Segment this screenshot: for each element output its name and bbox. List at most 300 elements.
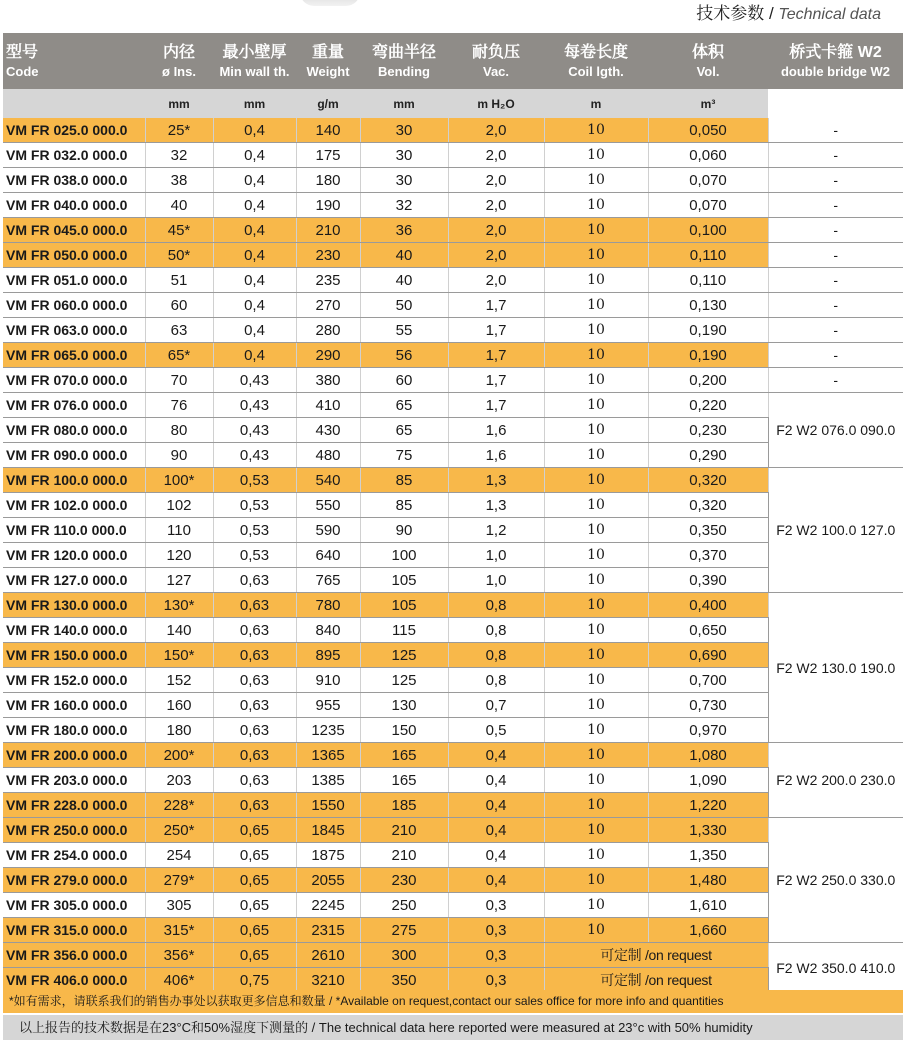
vacuum-resistance: 0,8 bbox=[448, 593, 544, 618]
product-code: VM FR 050.0 000.0 bbox=[3, 243, 145, 268]
inner-diameter: 254 bbox=[145, 843, 213, 868]
header-weight-en: Weight bbox=[296, 62, 360, 89]
vacuum-resistance: 1,0 bbox=[448, 543, 544, 568]
bending-radius: 165 bbox=[360, 743, 448, 768]
coil-length: 10 bbox=[544, 718, 648, 743]
min-wall-thickness: 0,63 bbox=[213, 568, 296, 593]
weight: 1875 bbox=[296, 843, 360, 868]
coil-length: 10 bbox=[544, 593, 648, 618]
header-min-wall-en: Min wall th. bbox=[213, 62, 296, 89]
min-wall-thickness: 0,63 bbox=[213, 593, 296, 618]
inner-diameter: 60 bbox=[145, 293, 213, 318]
heading-en: Technical data bbox=[778, 6, 881, 23]
volume: 0,650 bbox=[648, 618, 768, 643]
volume: 1,090 bbox=[648, 768, 768, 793]
inner-diameter: 80 bbox=[145, 418, 213, 443]
product-code: VM FR 102.0 000.0 bbox=[3, 493, 145, 518]
bending-radius: 125 bbox=[360, 668, 448, 693]
bending-radius: 130 bbox=[360, 693, 448, 718]
bending-radius: 40 bbox=[360, 243, 448, 268]
coil-length: 10 bbox=[544, 493, 648, 518]
min-wall-thickness: 0,65 bbox=[213, 893, 296, 918]
min-wall-thickness: 0,53 bbox=[213, 468, 296, 493]
bridge-clamp: F2 W2 130.0 190.0 bbox=[768, 593, 903, 743]
weight: 640 bbox=[296, 543, 360, 568]
product-code: VM FR 065.0 000.0 bbox=[3, 343, 145, 368]
vacuum-resistance: 0,4 bbox=[448, 768, 544, 793]
min-wall-thickness: 0,4 bbox=[213, 218, 296, 243]
product-code: VM FR 110.0 000.0 bbox=[3, 518, 145, 543]
unit-code bbox=[3, 89, 145, 118]
table-row bbox=[3, 468, 903, 493]
min-wall-thickness: 0,65 bbox=[213, 868, 296, 893]
bending-radius: 30 bbox=[360, 143, 448, 168]
volume: 0,370 bbox=[648, 543, 768, 568]
unit-bending-radius: mm bbox=[360, 89, 448, 118]
header-inner-diameter-en: ø Ins. bbox=[145, 62, 213, 89]
vacuum-resistance: 1,7 bbox=[448, 318, 544, 343]
volume: 0,730 bbox=[648, 693, 768, 718]
bridge-clamp: - bbox=[768, 368, 903, 393]
product-code: VM FR 130.0 000.0 bbox=[3, 593, 145, 618]
inner-diameter: 228* bbox=[145, 793, 213, 818]
unit-bridge-clamp bbox=[768, 89, 903, 118]
inner-diameter: 203 bbox=[145, 768, 213, 793]
volume: 1,080 bbox=[648, 743, 768, 768]
weight: 3210 bbox=[296, 968, 360, 993]
page-heading bbox=[696, 2, 881, 26]
product-code: VM FR 279.0 000.0 bbox=[3, 868, 145, 893]
decorative-graphic bbox=[300, 0, 360, 6]
vacuum-resistance: 1,7 bbox=[448, 343, 544, 368]
vacuum-resistance: 0,4 bbox=[448, 868, 544, 893]
coil-length: 10 bbox=[544, 893, 648, 918]
weight: 840 bbox=[296, 618, 360, 643]
weight: 2315 bbox=[296, 918, 360, 943]
bending-radius: 230 bbox=[360, 868, 448, 893]
min-wall-thickness: 0,43 bbox=[213, 443, 296, 468]
volume: 0,110 bbox=[648, 243, 768, 268]
bending-radius: 56 bbox=[360, 343, 448, 368]
header-vacuum-zh: 耐负压 bbox=[448, 33, 544, 62]
product-code: VM FR 090.0 000.0 bbox=[3, 443, 145, 468]
measurement-note: 以上报告的技术数据是在23°C和50%湿度下测量的 / The technical data here reported were measured at 23°c with 50% humidity bbox=[3, 1015, 903, 1040]
vacuum-resistance: 0,3 bbox=[448, 968, 544, 993]
min-wall-thickness: 0,63 bbox=[213, 743, 296, 768]
product-code: VM FR 152.0 000.0 bbox=[3, 668, 145, 693]
volume: 1,220 bbox=[648, 793, 768, 818]
vacuum-resistance: 0,4 bbox=[448, 743, 544, 768]
inner-diameter: 45* bbox=[145, 218, 213, 243]
coil-length: 10 bbox=[544, 618, 648, 643]
volume: 1,350 bbox=[648, 843, 768, 868]
unit-min-wall: mm bbox=[213, 89, 296, 118]
min-wall-thickness: 0,75 bbox=[213, 968, 296, 993]
header-bending-radius-en: Bending bbox=[360, 62, 448, 89]
vacuum-resistance: 2,0 bbox=[448, 193, 544, 218]
table-row bbox=[3, 193, 903, 218]
product-code: VM FR 076.0 000.0 bbox=[3, 393, 145, 418]
weight: 180 bbox=[296, 168, 360, 193]
weight: 430 bbox=[296, 418, 360, 443]
volume: 0,050 bbox=[648, 118, 768, 143]
coil-length: 10 bbox=[544, 643, 648, 668]
vacuum-resistance: 1,3 bbox=[448, 468, 544, 493]
on-request-note: 可定制 /on request bbox=[544, 968, 768, 993]
table-row bbox=[3, 243, 903, 268]
product-code: VM FR 140.0 000.0 bbox=[3, 618, 145, 643]
weight: 2245 bbox=[296, 893, 360, 918]
bridge-clamp: - bbox=[768, 268, 903, 293]
weight: 1365 bbox=[296, 743, 360, 768]
min-wall-thickness: 0,63 bbox=[213, 618, 296, 643]
min-wall-thickness: 0,4 bbox=[213, 318, 296, 343]
coil-length: 10 bbox=[544, 868, 648, 893]
coil-length: 10 bbox=[544, 343, 648, 368]
coil-length: 10 bbox=[544, 918, 648, 943]
volume: 0,690 bbox=[648, 643, 768, 668]
volume: 0,070 bbox=[648, 168, 768, 193]
weight: 910 bbox=[296, 668, 360, 693]
weight: 895 bbox=[296, 643, 360, 668]
product-code: VM FR 038.0 000.0 bbox=[3, 168, 145, 193]
vacuum-resistance: 0,8 bbox=[448, 618, 544, 643]
product-code: VM FR 160.0 000.0 bbox=[3, 693, 145, 718]
bending-radius: 210 bbox=[360, 818, 448, 843]
vacuum-resistance: 1,0 bbox=[448, 568, 544, 593]
bridge-clamp: - bbox=[768, 218, 903, 243]
coil-length: 10 bbox=[544, 293, 648, 318]
volume: 0,200 bbox=[648, 368, 768, 393]
bending-radius: 50 bbox=[360, 293, 448, 318]
weight: 765 bbox=[296, 568, 360, 593]
weight: 235 bbox=[296, 268, 360, 293]
bridge-clamp: - bbox=[768, 143, 903, 168]
min-wall-thickness: 0,43 bbox=[213, 418, 296, 443]
table-row bbox=[3, 393, 903, 418]
inner-diameter: 356* bbox=[145, 943, 213, 968]
bridge-clamp: F2 W2 100.0 127.0 bbox=[768, 468, 903, 593]
product-code: VM FR 406.0 000.0 bbox=[3, 968, 145, 993]
product-code: VM FR 356.0 000.0 bbox=[3, 943, 145, 968]
table-row bbox=[3, 343, 903, 368]
inner-diameter: 100* bbox=[145, 468, 213, 493]
technical-data-table bbox=[3, 33, 903, 993]
bridge-clamp: - bbox=[768, 318, 903, 343]
table-row bbox=[3, 818, 903, 843]
min-wall-thickness: 0,63 bbox=[213, 793, 296, 818]
min-wall-thickness: 0,63 bbox=[213, 718, 296, 743]
volume: 0,350 bbox=[648, 518, 768, 543]
header-volume-en: Vol. bbox=[648, 62, 768, 89]
inner-diameter: 130* bbox=[145, 593, 213, 618]
bending-radius: 30 bbox=[360, 118, 448, 143]
table-row bbox=[3, 218, 903, 243]
vacuum-resistance: 0,7 bbox=[448, 693, 544, 718]
product-code: VM FR 080.0 000.0 bbox=[3, 418, 145, 443]
volume: 0,400 bbox=[648, 593, 768, 618]
inner-diameter: 152 bbox=[145, 668, 213, 693]
inner-diameter: 102 bbox=[145, 493, 213, 518]
product-code: VM FR 120.0 000.0 bbox=[3, 543, 145, 568]
volume: 0,390 bbox=[648, 568, 768, 593]
inner-diameter: 70 bbox=[145, 368, 213, 393]
product-code: VM FR 025.0 000.0 bbox=[3, 118, 145, 143]
volume: 1,480 bbox=[648, 868, 768, 893]
min-wall-thickness: 0,65 bbox=[213, 918, 296, 943]
weight: 780 bbox=[296, 593, 360, 618]
min-wall-thickness: 0,65 bbox=[213, 943, 296, 968]
min-wall-thickness: 0,63 bbox=[213, 668, 296, 693]
min-wall-thickness: 0,43 bbox=[213, 368, 296, 393]
weight: 190 bbox=[296, 193, 360, 218]
min-wall-thickness: 0,4 bbox=[213, 343, 296, 368]
inner-diameter: 25* bbox=[145, 118, 213, 143]
bending-radius: 85 bbox=[360, 493, 448, 518]
coil-length: 10 bbox=[544, 693, 648, 718]
header-volume-zh: 体积 bbox=[648, 33, 768, 62]
bending-radius: 105 bbox=[360, 593, 448, 618]
inner-diameter: 305 bbox=[145, 893, 213, 918]
table-row bbox=[3, 168, 903, 193]
bridge-clamp: - bbox=[768, 343, 903, 368]
product-code: VM FR 100.0 000.0 bbox=[3, 468, 145, 493]
min-wall-thickness: 0,63 bbox=[213, 693, 296, 718]
weight: 2610 bbox=[296, 943, 360, 968]
vacuum-resistance: 0,8 bbox=[448, 668, 544, 693]
min-wall-thickness: 0,4 bbox=[213, 168, 296, 193]
product-code: VM FR 060.0 000.0 bbox=[3, 293, 145, 318]
weight: 380 bbox=[296, 368, 360, 393]
header-row-en bbox=[3, 62, 903, 89]
coil-length: 10 bbox=[544, 793, 648, 818]
volume: 0,320 bbox=[648, 468, 768, 493]
min-wall-thickness: 0,63 bbox=[213, 643, 296, 668]
unit-volume: m³ bbox=[648, 89, 768, 118]
vacuum-resistance: 1,7 bbox=[448, 293, 544, 318]
header-coil-length-zh: 每卷长度 bbox=[544, 33, 648, 62]
heading-separator: / bbox=[764, 4, 779, 23]
header-row-zh bbox=[3, 33, 903, 62]
weight: 270 bbox=[296, 293, 360, 318]
unit-vacuum: m H₂O bbox=[448, 89, 544, 118]
bending-radius: 210 bbox=[360, 843, 448, 868]
bending-radius: 125 bbox=[360, 643, 448, 668]
min-wall-thickness: 0,53 bbox=[213, 518, 296, 543]
min-wall-thickness: 0,4 bbox=[213, 118, 296, 143]
inner-diameter: 51 bbox=[145, 268, 213, 293]
inner-diameter: 406* bbox=[145, 968, 213, 993]
coil-length: 10 bbox=[544, 218, 648, 243]
product-code: VM FR 180.0 000.0 bbox=[3, 718, 145, 743]
vacuum-resistance: 0,4 bbox=[448, 818, 544, 843]
vacuum-resistance: 0,3 bbox=[448, 918, 544, 943]
table-row bbox=[3, 743, 903, 768]
weight: 175 bbox=[296, 143, 360, 168]
coil-length: 10 bbox=[544, 568, 648, 593]
inner-diameter: 279* bbox=[145, 868, 213, 893]
bending-radius: 275 bbox=[360, 918, 448, 943]
coil-length: 10 bbox=[544, 443, 648, 468]
table-row bbox=[3, 293, 903, 318]
header-vacuum-en: Vac. bbox=[448, 62, 544, 89]
coil-length: 10 bbox=[544, 418, 648, 443]
bending-radius: 55 bbox=[360, 318, 448, 343]
table-row bbox=[3, 143, 903, 168]
coil-length: 10 bbox=[544, 143, 648, 168]
vacuum-resistance: 0,5 bbox=[448, 718, 544, 743]
inner-diameter: 180 bbox=[145, 718, 213, 743]
min-wall-thickness: 0,4 bbox=[213, 193, 296, 218]
weight: 955 bbox=[296, 693, 360, 718]
product-code: VM FR 228.0 000.0 bbox=[3, 793, 145, 818]
coil-length: 10 bbox=[544, 518, 648, 543]
unit-inner-diameter: mm bbox=[145, 89, 213, 118]
vacuum-resistance: 1,6 bbox=[448, 418, 544, 443]
min-wall-thickness: 0,53 bbox=[213, 543, 296, 568]
inner-diameter: 200* bbox=[145, 743, 213, 768]
volume: 0,190 bbox=[648, 343, 768, 368]
min-wall-thickness: 0,4 bbox=[213, 143, 296, 168]
coil-length: 10 bbox=[544, 468, 648, 493]
bending-radius: 65 bbox=[360, 393, 448, 418]
weight: 230 bbox=[296, 243, 360, 268]
vacuum-resistance: 0,3 bbox=[448, 943, 544, 968]
bridge-clamp: - bbox=[768, 168, 903, 193]
bending-radius: 165 bbox=[360, 768, 448, 793]
weight: 540 bbox=[296, 468, 360, 493]
product-code: VM FR 250.0 000.0 bbox=[3, 818, 145, 843]
bending-radius: 115 bbox=[360, 618, 448, 643]
weight: 1845 bbox=[296, 818, 360, 843]
vacuum-resistance: 1,7 bbox=[448, 393, 544, 418]
header-min-wall-zh: 最小壁厚 bbox=[213, 33, 296, 62]
inner-diameter: 140 bbox=[145, 618, 213, 643]
weight: 550 bbox=[296, 493, 360, 518]
bending-radius: 150 bbox=[360, 718, 448, 743]
bending-radius: 90 bbox=[360, 518, 448, 543]
vacuum-resistance: 0,4 bbox=[448, 793, 544, 818]
bridge-clamp: - bbox=[768, 118, 903, 143]
table-row bbox=[3, 118, 903, 143]
volume: 0,110 bbox=[648, 268, 768, 293]
header-inner-diameter-zh: 内径 bbox=[145, 33, 213, 62]
weight: 590 bbox=[296, 518, 360, 543]
product-code: VM FR 040.0 000.0 bbox=[3, 193, 145, 218]
volume: 0,130 bbox=[648, 293, 768, 318]
inner-diameter: 90 bbox=[145, 443, 213, 468]
heading-zh: 技术参数 bbox=[696, 4, 765, 23]
product-code: VM FR 150.0 000.0 bbox=[3, 643, 145, 668]
unit-coil-length: m bbox=[544, 89, 648, 118]
bridge-clamp: - bbox=[768, 243, 903, 268]
volume: 0,320 bbox=[648, 493, 768, 518]
vacuum-resistance: 2,0 bbox=[448, 143, 544, 168]
bridge-clamp: - bbox=[768, 293, 903, 318]
vacuum-resistance: 2,0 bbox=[448, 168, 544, 193]
weight: 290 bbox=[296, 343, 360, 368]
min-wall-thickness: 0,63 bbox=[213, 768, 296, 793]
vacuum-resistance: 1,2 bbox=[448, 518, 544, 543]
volume: 0,100 bbox=[648, 218, 768, 243]
inner-diameter: 160 bbox=[145, 693, 213, 718]
min-wall-thickness: 0,65 bbox=[213, 843, 296, 868]
vacuum-resistance: 1,3 bbox=[448, 493, 544, 518]
vacuum-resistance: 1,6 bbox=[448, 443, 544, 468]
weight: 2055 bbox=[296, 868, 360, 893]
coil-length: 10 bbox=[544, 818, 648, 843]
bending-radius: 65 bbox=[360, 418, 448, 443]
volume: 1,660 bbox=[648, 918, 768, 943]
bending-radius: 250 bbox=[360, 893, 448, 918]
coil-length: 10 bbox=[544, 318, 648, 343]
coil-length: 10 bbox=[544, 768, 648, 793]
vacuum-resistance: 2,0 bbox=[448, 243, 544, 268]
table-row bbox=[3, 318, 903, 343]
bending-radius: 300 bbox=[360, 943, 448, 968]
volume: 0,700 bbox=[648, 668, 768, 693]
weight: 1550 bbox=[296, 793, 360, 818]
inner-diameter: 32 bbox=[145, 143, 213, 168]
unit-weight: g/m bbox=[296, 89, 360, 118]
weight: 480 bbox=[296, 443, 360, 468]
bending-radius: 32 bbox=[360, 193, 448, 218]
inner-diameter: 150* bbox=[145, 643, 213, 668]
weight: 210 bbox=[296, 218, 360, 243]
min-wall-thickness: 0,65 bbox=[213, 818, 296, 843]
coil-length: 10 bbox=[544, 668, 648, 693]
volume: 0,220 bbox=[648, 393, 768, 418]
weight: 140 bbox=[296, 118, 360, 143]
bending-radius: 40 bbox=[360, 268, 448, 293]
header-weight-zh: 重量 bbox=[296, 33, 360, 62]
table-row bbox=[3, 943, 903, 968]
inner-diameter: 76 bbox=[145, 393, 213, 418]
bending-radius: 105 bbox=[360, 568, 448, 593]
weight: 1385 bbox=[296, 768, 360, 793]
header-bending-radius-zh: 弯曲半径 bbox=[360, 33, 448, 62]
min-wall-thickness: 0,53 bbox=[213, 493, 296, 518]
volume: 0,190 bbox=[648, 318, 768, 343]
product-code: VM FR 032.0 000.0 bbox=[3, 143, 145, 168]
volume: 1,330 bbox=[648, 818, 768, 843]
min-wall-thickness: 0,4 bbox=[213, 243, 296, 268]
bridge-clamp: - bbox=[768, 193, 903, 218]
coil-length: 10 bbox=[544, 193, 648, 218]
weight: 280 bbox=[296, 318, 360, 343]
volume: 0,290 bbox=[648, 443, 768, 468]
bending-radius: 36 bbox=[360, 218, 448, 243]
bridge-clamp: F2 W2 350.0 410.0 bbox=[768, 943, 903, 993]
bridge-clamp: F2 W2 200.0 230.0 bbox=[768, 743, 903, 818]
header-code-en: Code bbox=[3, 62, 145, 89]
product-code: VM FR 070.0 000.0 bbox=[3, 368, 145, 393]
vacuum-resistance: 2,0 bbox=[448, 118, 544, 143]
vacuum-resistance: 2,0 bbox=[448, 218, 544, 243]
product-code: VM FR 045.0 000.0 bbox=[3, 218, 145, 243]
vacuum-resistance: 0,4 bbox=[448, 843, 544, 868]
inner-diameter: 110 bbox=[145, 518, 213, 543]
inner-diameter: 63 bbox=[145, 318, 213, 343]
coil-length: 10 bbox=[544, 118, 648, 143]
header-bridge-clamp-zh: 桥式卡箍 W2 bbox=[768, 33, 903, 62]
product-code: VM FR 127.0 000.0 bbox=[3, 568, 145, 593]
bridge-clamp: F2 W2 250.0 330.0 bbox=[768, 818, 903, 943]
bending-radius: 60 bbox=[360, 368, 448, 393]
header-bridge-clamp-en: double bridge W2 bbox=[768, 62, 903, 89]
coil-length: 10 bbox=[544, 393, 648, 418]
weight: 1235 bbox=[296, 718, 360, 743]
